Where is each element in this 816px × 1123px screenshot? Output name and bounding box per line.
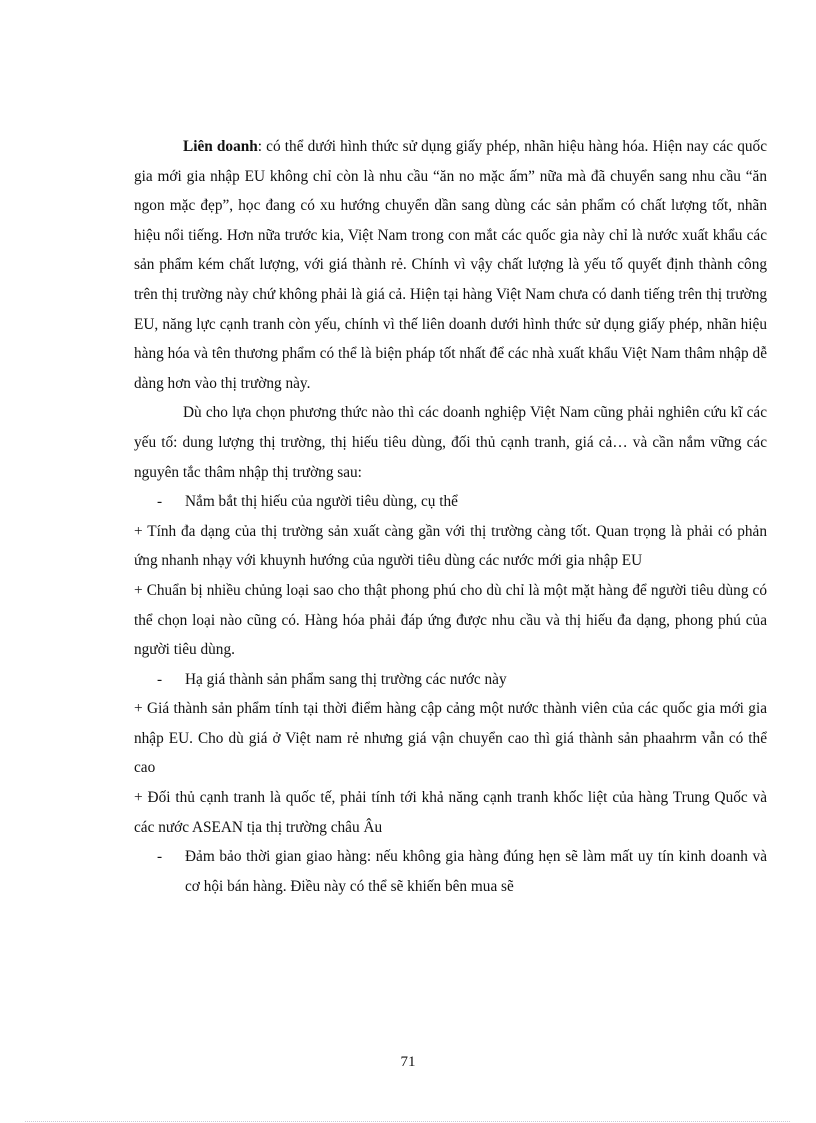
page-boundary-divider xyxy=(25,1121,790,1122)
paragraph-text: : có thể dưới hình thức sử dụng giấy phép, nhãn hiệu hàng hóa. Hiện nay các quốc gia mới gia nhập EU không chỉ còn là nhu cầu “ăn no mặc ấm” nữa mà đã chuyển sang nhu cầu “ăn ngon mặc đẹp”, học đang có xu hướng chuyển dần sang dùng các sản phẩm có chất lượng tốt, nhãn hiệu nổi tiếng. Hơn nữa trước kia, Việt Nam trong con mắt các quốc gia này chỉ là nước xuất khẩu các sản phẩm kém chất lượng, với giá thành rẻ. Chính vì vậy chất lượng là yếu tố quyết định thành công trên thị trường này chứ không phải là giá cả. Hiện tại hàng Việt Nam chưa có danh tiếng trên thị trường EU, năng lực cạnh tranh còn yếu, chính vì thế liên doanh dưới hình thức sử dụng giấy phép, nhãn hiệu hàng hóa và tên thương phẩm có thể là biện pháp tốt nhất để các nhà xuất khẩu Việt Nam thâm nhập dễ dàng hơn vào thị trường này. xyxy=(134,138,767,392)
plus-item-port-price: + Giá thành sản phẩm tính tại thời điểm hàng cập cảng một nước thành viên của các quốc gia mới gia nhập EU. Cho dù giá ở Việt nam rẻ nhưng giá vận chuyển cao thì giá thành sản phaahrm vẫn có thể cao xyxy=(134,700,767,777)
bullet-text: Đảm bảo thời gian giao hàng: nếu không gia hàng đúng hẹn sẽ làm mất uy tín kinh doanh và cơ hội bán hàng. Điều này có thể sẽ khiến bên mua sẽ xyxy=(185,848,767,895)
bullet-item-delivery-time xyxy=(134,842,767,901)
term-joint-venture: Liên doanh xyxy=(183,138,258,155)
bullet-item-lower-cost xyxy=(134,665,767,695)
dash-bullet-icon: - xyxy=(157,848,163,866)
plus-item-variety: + Chuẩn bị nhiều chủng loại sao cho thật phong phú cho dù chỉ là một mặt hàng để người tiêu dùng có thể chọn loại nào cũng có. Hàng hóa phải đáp ứng được nhu cầu và thị hiếu đa dạng, phong phú của người tiêu dùng. xyxy=(134,581,767,659)
bullet-text: Hạ giá thành sản phẩm sang thị trường các nước này xyxy=(185,670,507,688)
dash-bullet-icon: - xyxy=(157,493,163,511)
page-number: 71 xyxy=(400,1054,416,1070)
paragraph-market-principles: Dù cho lựa chọn phương thức nào thì các doanh nghiệp Việt Nam cũng phải nghiên cứu kĩ các yếu tố: dung lượng thị trường, thị hiếu tiêu dùng, đối thủ cạnh tranh, giá cả… và cần nắm vững các nguyên tắc thâm nhập thị trường sau: xyxy=(134,404,767,481)
plus-item-diversity: + Tính đa dạng của thị trường sản xuất càng gần với thị trường càng tốt. Quan trọng là phải có phản ứng nhanh nhạy với khuynh hướng của người tiêu dùng các nước mới gia nhập EU xyxy=(134,522,767,570)
plus-item-competitors: + Đối thủ cạnh tranh là quốc tế, phải tính tới khả năng cạnh tranh khốc liệt của hàng Trung Quốc và các nước ASEAN tịa thị trường châu Âu xyxy=(134,789,767,836)
paragraph-joint-venture xyxy=(134,132,767,398)
dash-bullet-icon: - xyxy=(157,670,163,688)
bullet-item-consumer-taste xyxy=(134,487,767,517)
bullet-text: Nắm bắt thị hiếu của người tiêu dùng, cụ thể xyxy=(185,493,458,511)
document-page xyxy=(134,132,767,901)
